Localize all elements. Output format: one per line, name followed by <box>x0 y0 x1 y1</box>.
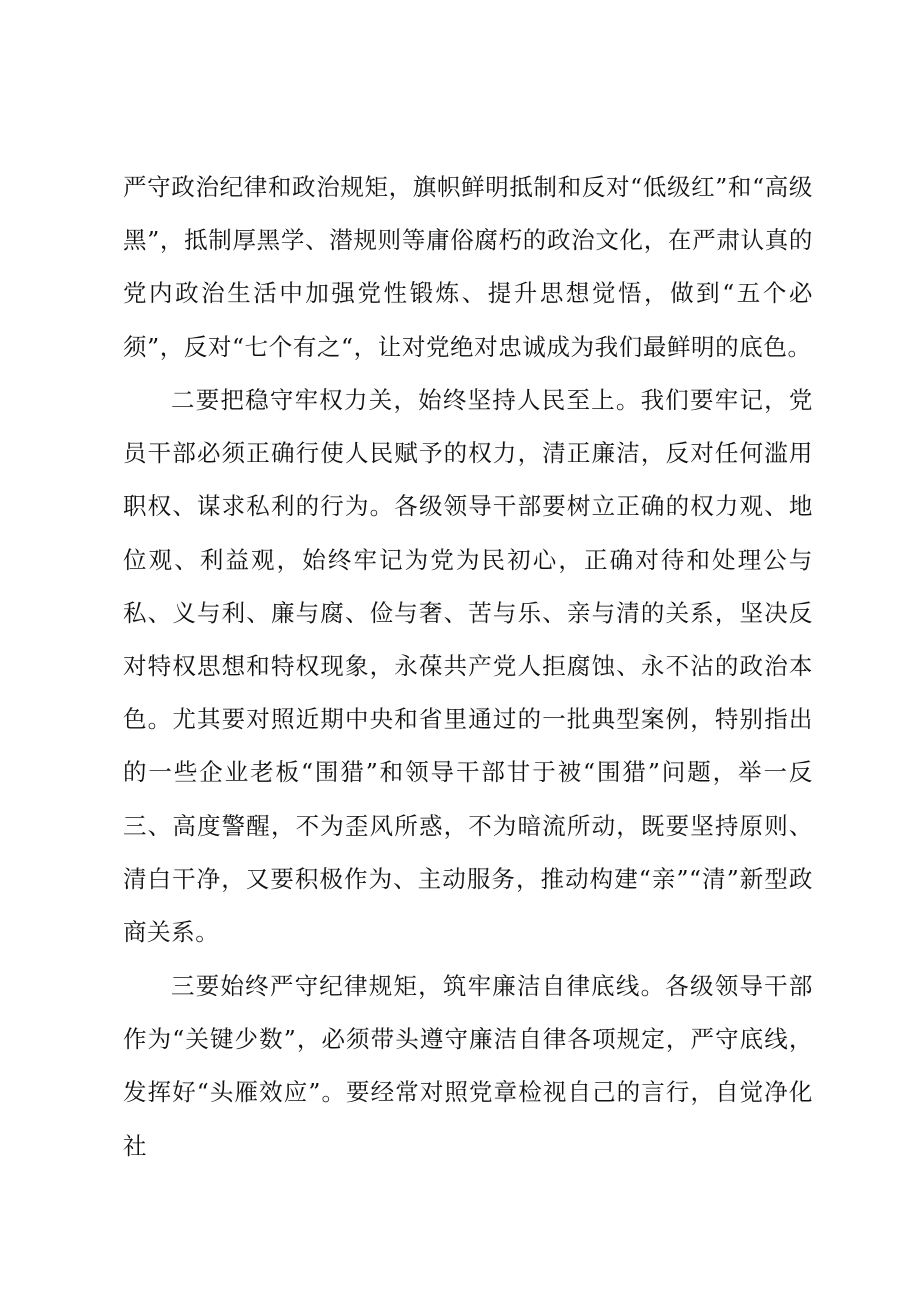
paragraph-block-3 <box>123 960 813 1173</box>
paragraph-block-1 <box>123 161 813 374</box>
paragraph-power: 二要把稳守牢权力关，始终坚持人民至上。我们要牢记，党员干部必须正确行使人民赋予的权力，清正廉洁，反对任何滥用职权、谋求私利的行为。各级领导干部要树立正确的权力观、地位观、利益观，始终牢记为党为民初心，正确对待和处理公与私、义与利、廉与腐、俭与奢、苦与乐、亲与清的关系，坚决反对特权思想和特权现象，永葆共产党人拒腐蚀、永不沾的政治本色。尤其要对照近期中央和省里通过的一批典型案例，特别指出的一些企业老板“围猎”和领导干部甘于被“围猎”问题，举一反三、高度警醒，不为歪风所惑，不为暗流所动，既要坚持原则、清白干净，又要积极作为、主动服务，推动构建“亲”“清”新型政商关系。 <box>123 386 813 947</box>
paragraph-continued: 严守政治纪律和政治规矩，旗帜鲜明抵制和反对“低级红”和“高级黑”，抵制厚黑学、潜规则等庸俗腐朽的政治文化，在严肃认真的党内政治生活中加强党性锻炼、提升思想觉悟，做到“五个必须”，反对“七个有之“，让对党绝对忠诚成为我们最鲜明的底色。 <box>123 173 813 361</box>
paragraph-block-2 <box>123 374 813 959</box>
paragraph-discipline: 三要始终严守纪律规矩，筑牢廉洁自律底线。各级领导干部作为“关键少数”，必须带头遵守廉洁自律各项规定，严守底线，发挥好“头雁效应”。要经常对照党章检视自己的言行，自觉净化社 <box>123 972 813 1160</box>
